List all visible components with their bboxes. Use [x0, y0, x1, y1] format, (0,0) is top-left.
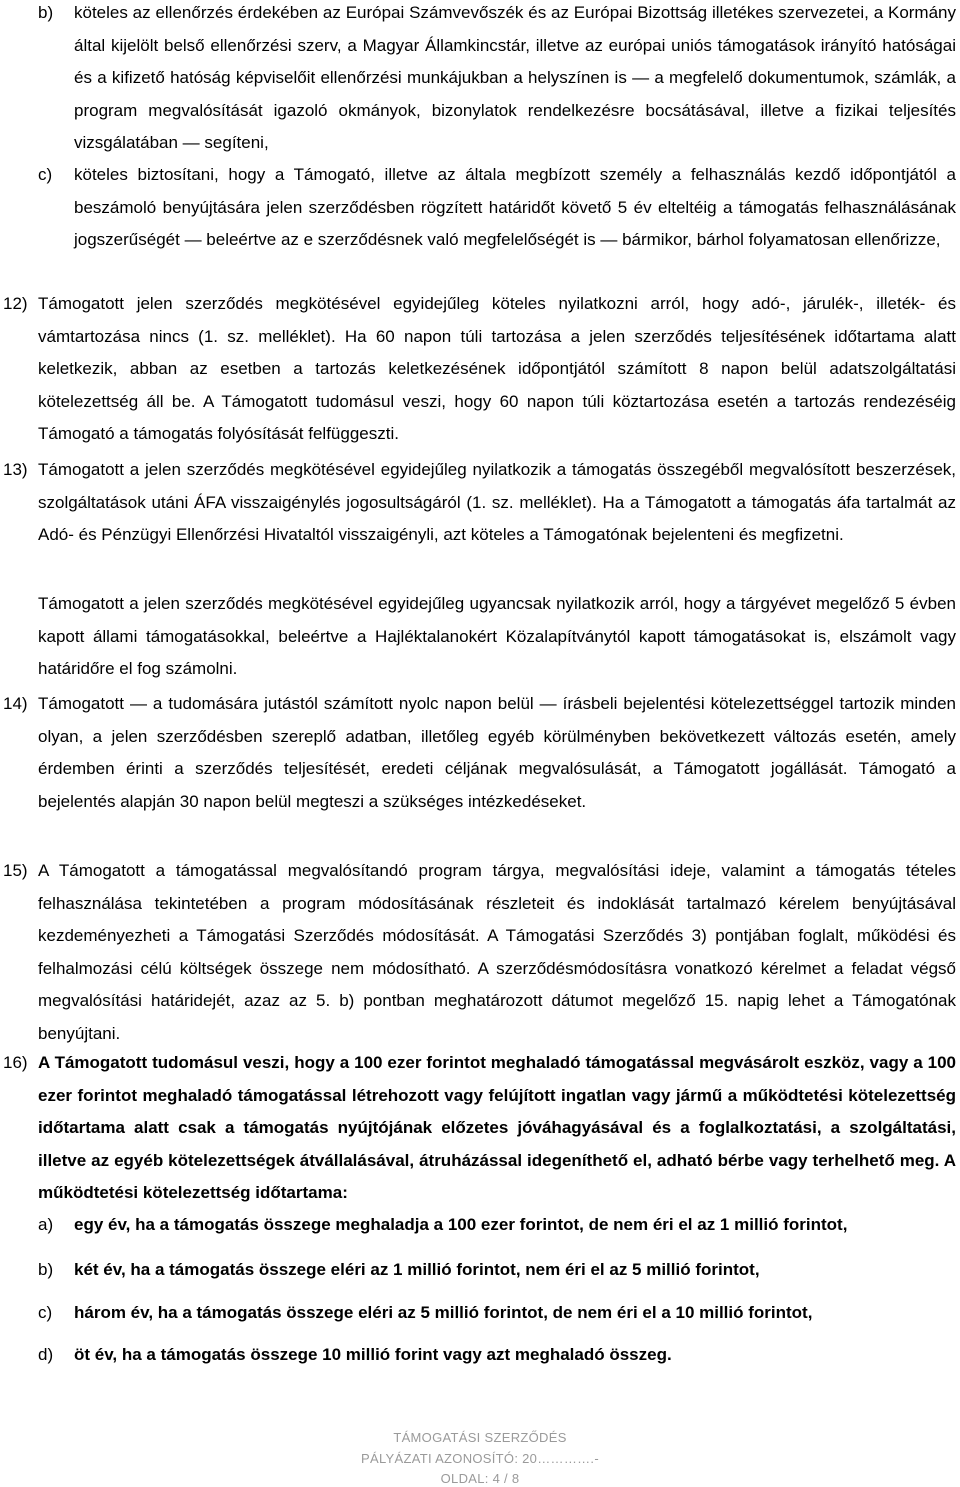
point-15-label: 15)	[3, 861, 28, 880]
subitem-a-label: a)	[38, 1215, 54, 1234]
subitem-b-text: két év, ha a támogatás összege eléri az 1 millió forintot, nem éri el az 5 millió forintot,	[74, 1260, 760, 1279]
footer-application-id: PÁLYÁZATI AZONOSÍTÓ: 20………….-	[361, 1451, 599, 1466]
point-13-label: 13)	[3, 460, 28, 479]
point-16-text: A Támogatott tudomásul veszi, hogy a 100 ezer forintot meghaladó támogatással megvásárolt eszköz, vagy a 100 ezer forintot meghaladó támogatással létrehozott vagy felújított ingatlan vagy jármű a működtetési kötelezettség időtartama alatt csak a támogatás nyújtójának előzetes jóváhagyásával és a foglalkoztatási, a szolgáltatási, illetve az egyéb kötelezettségek átvállalásával, átruházással idegeníthető el, adható bérbe vagy terhelhető meg. A működtetési kötelezettség időtartama:	[38, 1053, 956, 1202]
subitem-c-text: három év, ha a támogatás összege eléri az 5 millió forintot, de nem éri el a 10 millió forintot,	[74, 1303, 813, 1322]
point-13-text: Támogatott a jelen szerződés megkötésével egyidejűleg nyilatkozik a támogatás összegéből megvalósított beszerzések, szolgáltatások utáni ÁFA visszaigénylés jogosultságáról (1. sz. melléklet). Ha a Támogatott a támogatás áfa tartalmát az Adó- és Pénzügyi Ellenőrzési Hivataltól visszaigényli, azt köteles a Támogatónak bejelenteni és megfizetni.	[38, 460, 956, 544]
subitem-c-label: c)	[38, 1303, 53, 1322]
subitem-a-text: egy év, ha a támogatás összege meghaladja a 100 ezer forintot, de nem éri el az 1 millió forintot,	[74, 1215, 848, 1234]
point-14-label: 14)	[3, 694, 28, 713]
subitem-d-text: öt év, ha a támogatás összege 10 millió forint vagy azt meghaladó összeg.	[74, 1345, 672, 1364]
item-c-label: c)	[38, 165, 53, 184]
item-b-label: b)	[38, 3, 54, 22]
footer-page-number: OLDAL: 4 / 8	[440, 1471, 520, 1486]
point-14-text: Támogatott — a tudomására jutástól számított nyolc napon belül — írásbeli bejelentési kötelezettséggel tartozik minden olyan, a jelen szerződésben szereplő adatban, illetőleg egyéb körülményben bekövetkezett változás esetén, amely érdemben érinti a szerződés teljesítését, eredeti céljának megvalósulását, a Támogatott jogállását. Támogató a bejelentés alapján 30 napon belül megteszi a szükséges intézkedéseket.	[38, 694, 956, 811]
point-12-label: 12)	[3, 294, 28, 313]
item-c-text: köteles biztosítani, hogy a Támogató, illetve az általa megbízott személy a felhasználás kezdő időpontjától a beszámoló benyújtására jelen szerződésben rögzített határidőt követő 5 év elteltéig a támogatás felhasználásának jogszerűségét — beleértve az e szerződésnek való megfelelőségét is — bármikor, bárhol folyamatosan ellenőrizze,	[74, 165, 956, 249]
point-13-text-2: Támogatott a jelen szerződés megkötésével egyidejűleg ugyancsak nyilatkozik arról, hogy a tárgyévet megelőző 5 évben kapott állami támogatásokkal, beleértve a Hajléktalanokért Közalapítványtól kapott támogatásokat is, elszámolt vagy határidőre el fog számolni.	[38, 594, 956, 678]
point-15-text: A Támogatott a támogatással megvalósítandó program tárgya, megvalósítási ideje, valamint a támogatás tételes felhasználása tekintetében a program módosításának részleteit és indoklását tartalmazó kérelem benyújtásával kezdeményezheti a Támogatási Szerződés módosítását. A Támogatási Szerződés 3) pontjában foglalt, működési és felhalmozási célú költségek összege nem módosítható. A szerződésmódosításra vonatkozó kérelmet a feladat végső megvalósítási határidejét, azaz az 5. b) pontban meghatározott dátumot megelőző 15. napig lehet a Támogatónak benyújtani.	[38, 861, 956, 1043]
point-16-label: 16)	[3, 1053, 28, 1072]
point-12-text: Támogatott jelen szerződés megkötésével egyidejűleg köteles nyilatkozni arról, hogy adó-, járulék-, illeték- és vámtartozása nincs (1. sz. melléklet). Ha 60 napon túli tartozása a jelen szerződés teljesítésének időtartama alatt keletkezik, abban az esetben a tartozás keletkezésének időpontjától számított 8 napon belül adatszolgáltatási kötelezettség áll be. A Támogatott tudomásul veszi, hogy 60 napon túli köztartozása esetén a tartozás rendezéséig Támogató a támogatás folyósítását felfüggeszti.	[38, 294, 956, 443]
subitem-d-label: d)	[38, 1345, 54, 1364]
footer-title: TÁMOGATÁSI SZERZŐDÉS	[393, 1430, 567, 1445]
item-b-text: köteles az ellenőrzés érdekében az Európai Számvevőszék és az Európai Bizottság illetékes szervezetei, a Kormány által kijelölt belső ellenőrzési szerv, a Magyar Államkincstár, illetve az európai uniós támogatások irányító hatóságai és a kifizető hatóság képviselőit ellenőrzési munkájukban a helyszínen is — a megfelelő dokumentumok, számlák, a program megvalósítását igazoló okmányok, bizonylatok rendelkezésre bocsátásával, illetve a fizikai teljesítés vizsgálatában — segíteni,	[74, 3, 956, 152]
subitem-b-label: b)	[38, 1260, 54, 1279]
